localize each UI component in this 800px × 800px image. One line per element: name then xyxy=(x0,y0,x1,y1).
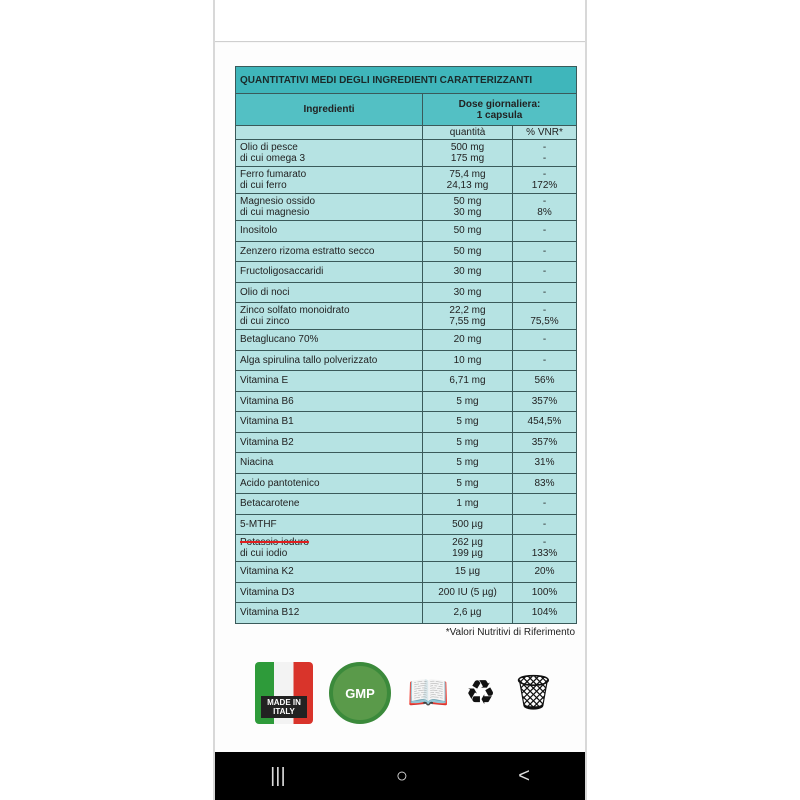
ingredient-quantity: 1 mg xyxy=(423,494,513,515)
ingredient-vnr: - 133% xyxy=(513,535,577,562)
ingredient-quantity: 50 mg 30 mg xyxy=(423,194,513,221)
ingredient-quantity: 2,6 µg xyxy=(423,603,513,624)
ingredient-quantity: 15 µg xyxy=(423,562,513,583)
back-button[interactable]: < xyxy=(518,764,530,787)
table-row xyxy=(236,412,577,433)
ingredient-vnr: - xyxy=(513,494,577,515)
header-dose: Dose giornaliera: 1 capsula xyxy=(423,94,577,126)
ingredient-vnr: - 172% xyxy=(513,167,577,194)
made-in-italy-logo: MADE IN ITALY xyxy=(255,662,313,724)
table-row xyxy=(236,535,577,562)
ingredient-quantity: 22,2 mg 7,55 mg xyxy=(423,303,513,330)
ingredient-vnr: - xyxy=(513,282,577,303)
ingredient-vnr: 31% xyxy=(513,453,577,474)
ingredient-quantity: 50 mg xyxy=(423,221,513,242)
ingredient-vnr: 100% xyxy=(513,582,577,603)
table-row xyxy=(236,241,577,262)
footnote: *Valori Nutritivi di Riferimento xyxy=(445,627,575,638)
table-row xyxy=(236,194,577,221)
ingredient-name: Zenzero rizoma estratto secco xyxy=(236,241,423,262)
ingredient-name: Olio di noci xyxy=(236,282,423,303)
table-row xyxy=(236,167,577,194)
ingredient-name: Acido pantotenico xyxy=(236,473,423,494)
ingredient-name: Vitamina K2 xyxy=(236,562,423,583)
table-row xyxy=(236,603,577,624)
table-row xyxy=(236,221,577,242)
table-row xyxy=(236,562,577,583)
ingredient-vnr: - xyxy=(513,221,577,242)
ingredient-quantity: 500 mg 175 mg xyxy=(423,140,513,167)
ingredient-name: Betacarotene xyxy=(236,494,423,515)
ingredient-name: Niacina xyxy=(236,453,423,474)
table-row xyxy=(236,514,577,535)
ingredient-vnr: - xyxy=(513,262,577,283)
ingredient-vnr: 56% xyxy=(513,371,577,392)
table-row xyxy=(236,371,577,392)
ingredient-vnr: - 75,5% xyxy=(513,303,577,330)
table-row xyxy=(236,494,577,515)
table-row xyxy=(236,473,577,494)
table-row xyxy=(236,582,577,603)
recent-apps-button[interactable]: ||| xyxy=(270,764,286,787)
ingredient-name: Zinco solfato monoidrato di cui zinco xyxy=(236,303,423,330)
home-button[interactable]: ○ xyxy=(395,764,408,787)
ingredient-vnr: 104% xyxy=(513,603,577,624)
ingredient-name: Vitamina B12 xyxy=(236,603,423,624)
table-row xyxy=(236,350,577,371)
ingredient-quantity: 50 mg xyxy=(423,241,513,262)
header-ingredients: Ingredienti xyxy=(236,94,423,126)
header-quantity: quantità xyxy=(423,126,513,140)
ingredient-name: Olio di pesce di cui omega 3 xyxy=(236,140,423,167)
ingredient-name: Fructoligosaccaridi xyxy=(236,262,423,283)
ingredient-name: Vitamina B1 xyxy=(236,412,423,433)
ingredient-quantity: 200 IU (5 µg) xyxy=(423,582,513,603)
ingredient-name: Magnesio ossido di cui magnesio xyxy=(236,194,423,221)
ingredient-quantity: 30 mg xyxy=(423,262,513,283)
read-instructions-icon: 📖 xyxy=(407,674,450,712)
ingredient-quantity: 20 mg xyxy=(423,330,513,351)
ingredient-quantity: 30 mg xyxy=(423,282,513,303)
ingredient-vnr: 454,5% xyxy=(513,412,577,433)
top-bar xyxy=(215,0,585,42)
ingredient-vnr: 357% xyxy=(513,391,577,412)
ingredient-name: Potassio ioduro di cui iodio xyxy=(236,535,423,562)
table-row xyxy=(236,391,577,412)
ingredient-name: Vitamina D3 xyxy=(236,582,423,603)
table-row xyxy=(236,432,577,453)
ingredient-name: Betaglucano 70% xyxy=(236,330,423,351)
ingredient-vnr: - - xyxy=(513,140,577,167)
ingredient-vnr: - xyxy=(513,514,577,535)
ingredient-quantity: 262 µg 199 µg xyxy=(423,535,513,562)
ingredient-quantity: 75,4 mg 24,13 mg xyxy=(423,167,513,194)
table-row xyxy=(236,453,577,474)
table-row xyxy=(236,303,577,330)
ingredient-quantity: 5 mg xyxy=(423,432,513,453)
ingredient-quantity: 5 mg xyxy=(423,453,513,474)
ingredient-vnr: - xyxy=(513,350,577,371)
ingredient-name: Inositolo xyxy=(236,221,423,242)
ingredient-name: Ferro fumarato di cui ferro xyxy=(236,167,423,194)
table-row xyxy=(236,262,577,283)
recycle-icon: ♻ xyxy=(465,674,496,712)
table-row xyxy=(236,140,577,167)
ingredient-quantity: 500 µg xyxy=(423,514,513,535)
table-row xyxy=(236,282,577,303)
gmp-seal-logo: GMP xyxy=(329,662,391,724)
ingredient-vnr: 83% xyxy=(513,473,577,494)
ingredient-name: Alga spirulina tallo polverizzato xyxy=(236,350,423,371)
ingredient-name: Vitamina B2 xyxy=(236,432,423,453)
ingredient-vnr: 20% xyxy=(513,562,577,583)
ingredient-quantity: 5 mg xyxy=(423,391,513,412)
certification-logos xyxy=(255,658,555,728)
ingredient-name: Vitamina E xyxy=(236,371,423,392)
navigation-bar xyxy=(215,752,585,800)
table-title: QUANTITATIVI MEDI DEGLI INGREDIENTI CARATTERIZZANTI xyxy=(236,67,577,94)
product-label-image xyxy=(215,43,585,752)
table-row xyxy=(236,330,577,351)
ingredient-name: Vitamina B6 xyxy=(236,391,423,412)
phone-screen xyxy=(213,0,587,800)
ingredient-quantity: 5 mg xyxy=(423,473,513,494)
trash-bin-icon: 🗑 xyxy=(511,674,555,712)
ingredient-vnr: - 8% xyxy=(513,194,577,221)
ingredient-name: 5-MTHF xyxy=(236,514,423,535)
ingredient-quantity: 10 mg xyxy=(423,350,513,371)
ingredient-vnr: - xyxy=(513,241,577,262)
ingredient-quantity: 5 mg xyxy=(423,412,513,433)
ingredient-vnr: - xyxy=(513,330,577,351)
ingredient-quantity: 6,71 mg xyxy=(423,371,513,392)
header-vnr: % VNR* xyxy=(513,126,577,140)
ingredient-vnr: 357% xyxy=(513,432,577,453)
ingredients-table xyxy=(235,66,577,624)
